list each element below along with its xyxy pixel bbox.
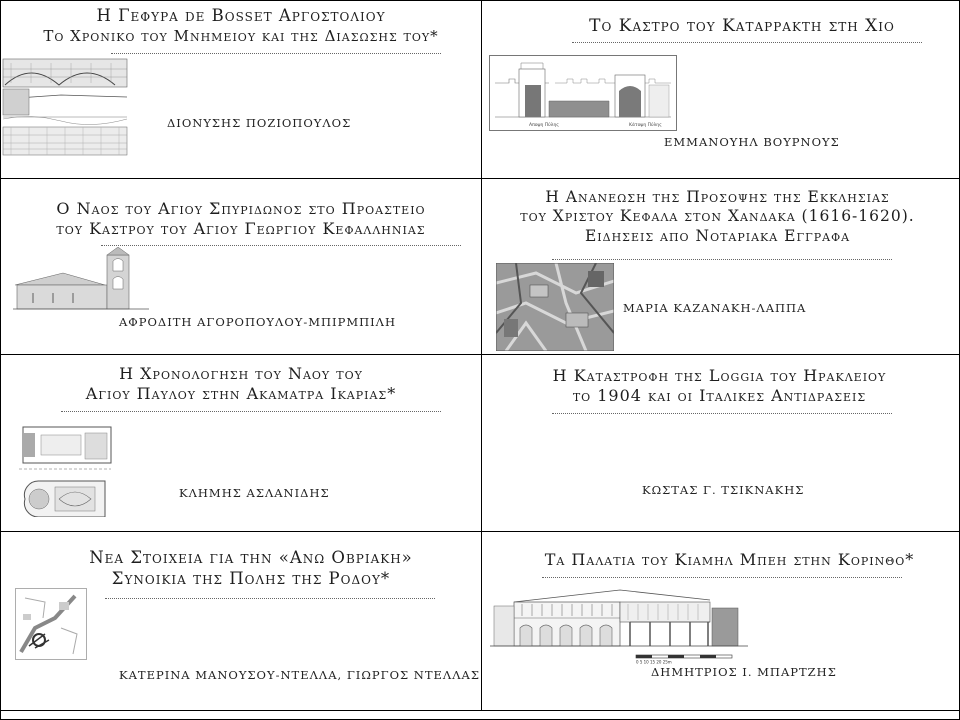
- article-card[interactable]: [1, 179, 481, 354]
- article-author: ΚΛΗΜΗΣ ΑΣΛΑΝΙΔΗΣ: [179, 486, 330, 500]
- article-author: ΚΑΤΕΡΙΝΑ ΜΑΝΟΥΣΟΥ-ΝΤΕΛΛΑ, ΓΙΩΡΓΟΣ ΝΤΕΛΛΑΣ: [119, 668, 480, 682]
- dotted-rule: [61, 411, 441, 412]
- scale-bar: [634, 654, 734, 664]
- row-divider-4: [1, 710, 960, 711]
- title-line: Αγιου Παυλου στην Ακαματρα Ικαριας*: [85, 384, 397, 403]
- article-card[interactable]: [1, 1, 481, 178]
- article-card[interactable]: [482, 1, 960, 178]
- title-line: Το Χρονικο του Μνημειου και της Διασωσης του*: [43, 26, 439, 45]
- title-line: Το Καστρο του Καταρρακτη στη Χιο: [589, 16, 895, 36]
- article-title: [542, 16, 942, 37]
- article-card[interactable]: [482, 532, 960, 710]
- city-map-photo: [496, 263, 614, 351]
- article-card[interactable]: [482, 355, 960, 531]
- district-map-drawing: [15, 588, 87, 660]
- article-card[interactable]: [1, 355, 481, 531]
- title-line: το 1904 και οι Ιταλικες Αντιδρασεις: [572, 386, 867, 405]
- bridge-drawing: [1, 55, 131, 159]
- scale-label: 0 5 10 15 20 25m: [636, 659, 672, 664]
- article-author: ΑΦΡΟΔΙΤΗ ΑΓΟΡΟΠΟΥΛΟΥ-ΜΠΙΡΜΠΙΛΗ: [119, 315, 397, 329]
- article-author: ΚΩΣΤΑΣ Γ. ΤΣΙΚΝΑΚΗΣ: [642, 483, 805, 497]
- article-author: ΕΜΜΑΝΟΥΗΛ ΒΟΥΡΝΟΥΣ: [664, 135, 840, 149]
- figure-label: Αποψη Πύλης: [529, 123, 559, 128]
- title-line: Ο Ναος του Αγιου Σπυριδωνος στο Προαστειο: [56, 199, 426, 218]
- figure-label: Κάτοψη Πύλης: [629, 123, 662, 128]
- dotted-rule: [552, 413, 892, 414]
- article-title: [21, 364, 461, 404]
- dotted-rule: [542, 577, 902, 578]
- article-title: [11, 199, 471, 239]
- title-line: του Καστρου του Αγιου Γεωργιου Κεφαλληνιας: [56, 219, 426, 238]
- title-line: Η Καταστροφη της Loggia του Ηρακλειου: [552, 366, 887, 385]
- title-line: του Χριστου Κεφαλα στον Χανδακα (1616-1620).: [520, 207, 915, 226]
- palace-elevation-drawing: [490, 584, 748, 656]
- dotted-rule: [552, 259, 892, 260]
- title-line: Η Χρονολογηση του Ναου του: [119, 364, 363, 383]
- title-line: Ειδησεις απο Νοταριακα Εγγραφα: [584, 226, 851, 245]
- title-line: Η Γεφυρα de Bosset Αργοστολιου: [96, 6, 386, 25]
- article-author: ΔΗΜΗΤΡΙΟΣ Ι. ΜΠΑΡΤΖΗΣ: [651, 665, 837, 679]
- article-card[interactable]: [1, 532, 481, 710]
- title-line: Νεα Στοιχεια για την «Ανω Οβριακη»: [89, 548, 413, 567]
- dotted-rule: [105, 598, 435, 599]
- article-title: [21, 6, 461, 45]
- church-plan-drawing: [15, 421, 115, 517]
- title-line: Η Ανανεωση της Προσοψης της Εκκλησιας: [545, 188, 890, 206]
- article-title: [31, 548, 471, 589]
- dotted-rule: [572, 42, 922, 43]
- dotted-rule: [111, 53, 441, 54]
- dotted-rule: [101, 245, 461, 246]
- article-title: [492, 366, 947, 406]
- church-elevation-drawing: [13, 247, 149, 313]
- article-card[interactable]: [482, 179, 960, 354]
- article-author: ΜΑΡΙΑ ΚΑΖΑΝΑΚΗ-ΛΑΠΠΑ: [623, 301, 807, 315]
- title-line: Τα Παλατια του Κιαμηλ Μπεη στην Κορινθο*: [544, 550, 915, 569]
- castle-gate-drawing: [489, 55, 677, 131]
- article-author: ΔΙΟΝΥΣΗΣ ΠΟΖΙΟΠΟΥΛΟΣ: [167, 116, 352, 130]
- article-title: [490, 188, 945, 246]
- article-title: [502, 550, 957, 570]
- title-line: Συνοικια της Πολης της Ροδου*: [111, 568, 391, 588]
